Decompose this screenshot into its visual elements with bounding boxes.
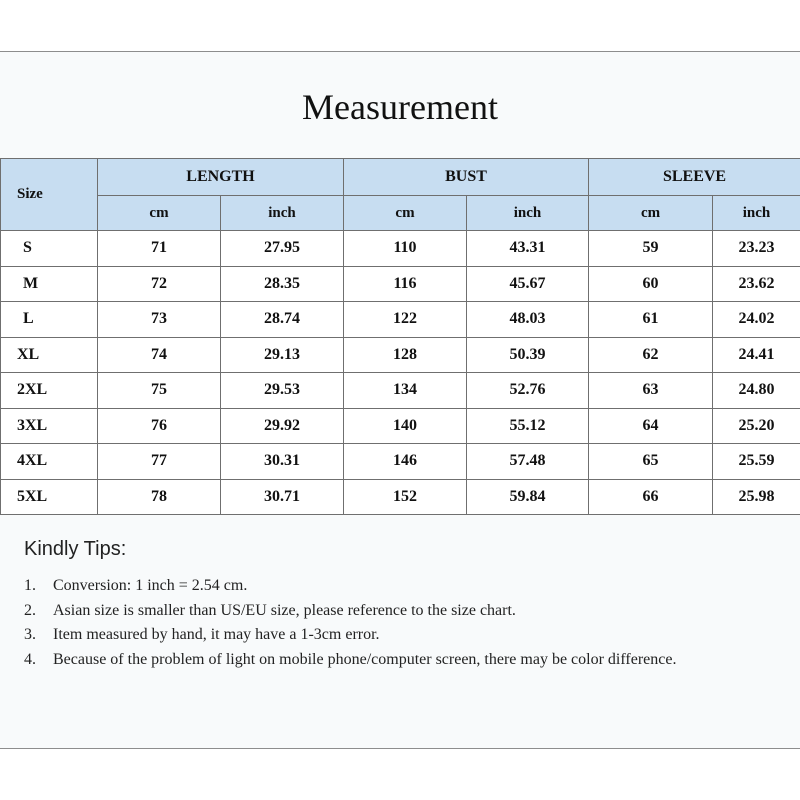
table-cell: 45.67 (467, 266, 589, 302)
table-cell: 30.71 (221, 479, 344, 515)
tip-item (24, 648, 724, 673)
unit-header: cm (98, 196, 221, 231)
table-cell: 52.76 (467, 373, 589, 409)
tip-text: Item measured by hand, it may have a 1-3cm error. (53, 626, 380, 643)
table-cell: 60 (589, 266, 713, 302)
table-cell: 25.98 (713, 479, 800, 515)
table-cell: 28.74 (221, 302, 344, 338)
table-cell: 50.39 (467, 337, 589, 373)
table-cell: 146 (344, 444, 467, 480)
table-cell: 64 (589, 408, 713, 444)
table-cell: 59 (589, 231, 713, 267)
table-cell: 72 (98, 266, 221, 302)
tip-text: Asian size is smaller than US/EU size, please reference to the size chart. (53, 601, 516, 619)
table-cell: 55.12 (467, 408, 589, 444)
size-label: 5XL (1, 479, 98, 515)
tip-item (24, 623, 724, 648)
unit-header: cm (589, 196, 713, 231)
table-cell: 29.92 (221, 408, 344, 444)
tips-list (24, 574, 724, 672)
table-cell: 43.31 (467, 231, 589, 267)
table-cell: 30.31 (221, 444, 344, 480)
table-cell: 29.53 (221, 373, 344, 409)
tip-text: Because of the problem of light on mobile phone/computer screen, there may be color difference. (53, 650, 677, 668)
table-cell: 61 (589, 302, 713, 338)
table-row (1, 337, 800, 373)
size-label: 3XL (1, 408, 98, 444)
table-cell: 78 (98, 479, 221, 515)
table-cell: 116 (344, 266, 467, 302)
table-cell: 27.95 (221, 231, 344, 267)
table-cell: 76 (98, 408, 221, 444)
unit-header: cm (344, 196, 467, 231)
table-row (1, 302, 800, 338)
table-cell: 110 (344, 231, 467, 267)
table-cell: 134 (344, 373, 467, 409)
table-cell: 24.02 (713, 302, 800, 338)
table-cell: 29.13 (221, 337, 344, 373)
tip-item (24, 574, 724, 599)
table-cell: 59.84 (467, 479, 589, 515)
table-row (1, 444, 800, 480)
tip-number: 2. (24, 601, 36, 619)
table-cell: 152 (344, 479, 467, 515)
unit-header: inch (221, 196, 344, 231)
table-cell: 74 (98, 337, 221, 373)
group-header-length: LENGTH (98, 159, 344, 196)
table-cell: 24.41 (713, 337, 800, 373)
table-cell: 25.20 (713, 408, 800, 444)
group-header-sleeve: SLEEVE (589, 159, 800, 196)
table-row (1, 479, 800, 515)
table-cell: 71 (98, 231, 221, 267)
table-cell: 62 (589, 337, 713, 373)
size-label: S (1, 231, 98, 267)
table-cell: 25.59 (713, 444, 800, 480)
size-label: 2XL (1, 373, 98, 409)
table-row (1, 373, 800, 409)
table-cell: 128 (344, 337, 467, 373)
tip-number: 1. (24, 577, 36, 594)
table-row (1, 266, 800, 302)
size-label: XL (1, 337, 98, 373)
table-cell: 77 (98, 444, 221, 480)
size-label: L (1, 302, 98, 338)
table-cell: 57.48 (467, 444, 589, 480)
size-chart-table (0, 158, 800, 515)
table-cell: 140 (344, 408, 467, 444)
table-cell: 23.62 (713, 266, 800, 302)
table-cell: 65 (589, 444, 713, 480)
page-title: Measurement (302, 87, 498, 127)
table-cell: 66 (589, 479, 713, 515)
size-label: 4XL (1, 444, 98, 480)
table-cell: 63 (589, 373, 713, 409)
tip-number: 4. (24, 650, 36, 668)
group-header-bust: BUST (344, 159, 589, 196)
table-cell: 73 (98, 302, 221, 338)
size-column-header: Size (1, 159, 98, 231)
tip-number: 3. (24, 626, 36, 643)
table-cell: 24.80 (713, 373, 800, 409)
tips-title: Kindly Tips: (24, 538, 127, 560)
table-row (1, 231, 800, 267)
table-cell: 75 (98, 373, 221, 409)
table-cell: 23.23 (713, 231, 800, 267)
table-cell: 28.35 (221, 266, 344, 302)
unit-header: inch (467, 196, 589, 231)
unit-header: inch (713, 196, 800, 231)
table-cell: 122 (344, 302, 467, 338)
tip-item (24, 599, 724, 624)
table-cell: 48.03 (467, 302, 589, 338)
table-row (1, 408, 800, 444)
tip-text: Conversion: 1 inch = 2.54 cm. (53, 577, 248, 594)
size-label: M (1, 266, 98, 302)
